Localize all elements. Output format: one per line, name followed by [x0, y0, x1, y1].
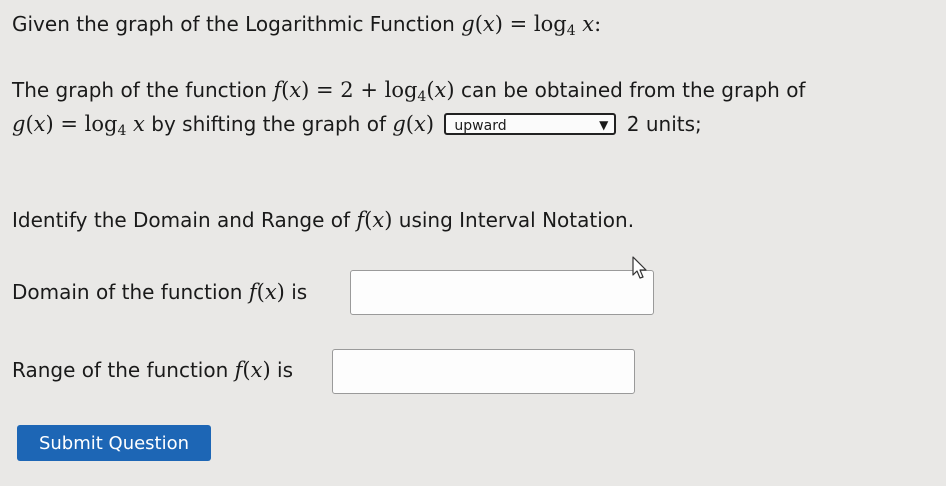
identify-text: Identify the Domain and Range of — [12, 208, 351, 232]
shift-text-d: 2 units; — [626, 112, 702, 136]
domain-line — [12, 280, 307, 304]
f-function-math: $f(x) = 2 + \log_4(x)$ — [273, 78, 455, 105]
dropdown-selected-value: upward — [454, 117, 507, 134]
shift-text-c: by shifting the graph of — [151, 112, 386, 136]
shift-text-b: can be obtained from the graph of — [460, 78, 806, 102]
range-line — [12, 358, 293, 382]
chevron-down-icon: ▼ — [599, 117, 609, 132]
intro-text: Given the graph of the Logarithmic Function — [12, 12, 455, 36]
identify-text-b: using Interval Notation. — [398, 208, 635, 232]
shift-statement-line1 — [12, 78, 805, 105]
mouse-pointer-icon — [630, 255, 652, 281]
domain-label: Domain of the function — [12, 280, 243, 304]
g-function-math: $g(x) = \log_4 x$: — [461, 12, 602, 39]
identify-line — [12, 208, 634, 232]
range-label: Range of the function — [12, 358, 229, 382]
range-f-math: f(x) — [234, 358, 271, 382]
range-answer-input[interactable] — [332, 349, 635, 394]
g-function-math-2: $g(x) = \log_4 x$ — [12, 112, 145, 139]
range-is-text: is — [277, 358, 293, 382]
submit-question-button[interactable]: Submit Question — [17, 425, 211, 461]
g-of-x-math: g(x) — [392, 112, 435, 136]
domain-answer-input[interactable] — [350, 270, 654, 315]
intro-line — [12, 12, 601, 39]
shift-text-a: The graph of the function — [12, 78, 267, 102]
identify-f-math: f(x) — [356, 208, 393, 232]
domain-is-text: is — [291, 280, 308, 304]
shift-statement-line2 — [12, 112, 702, 139]
shift-direction-dropdown[interactable] — [444, 113, 616, 135]
domain-f-math: f(x) — [248, 280, 285, 304]
